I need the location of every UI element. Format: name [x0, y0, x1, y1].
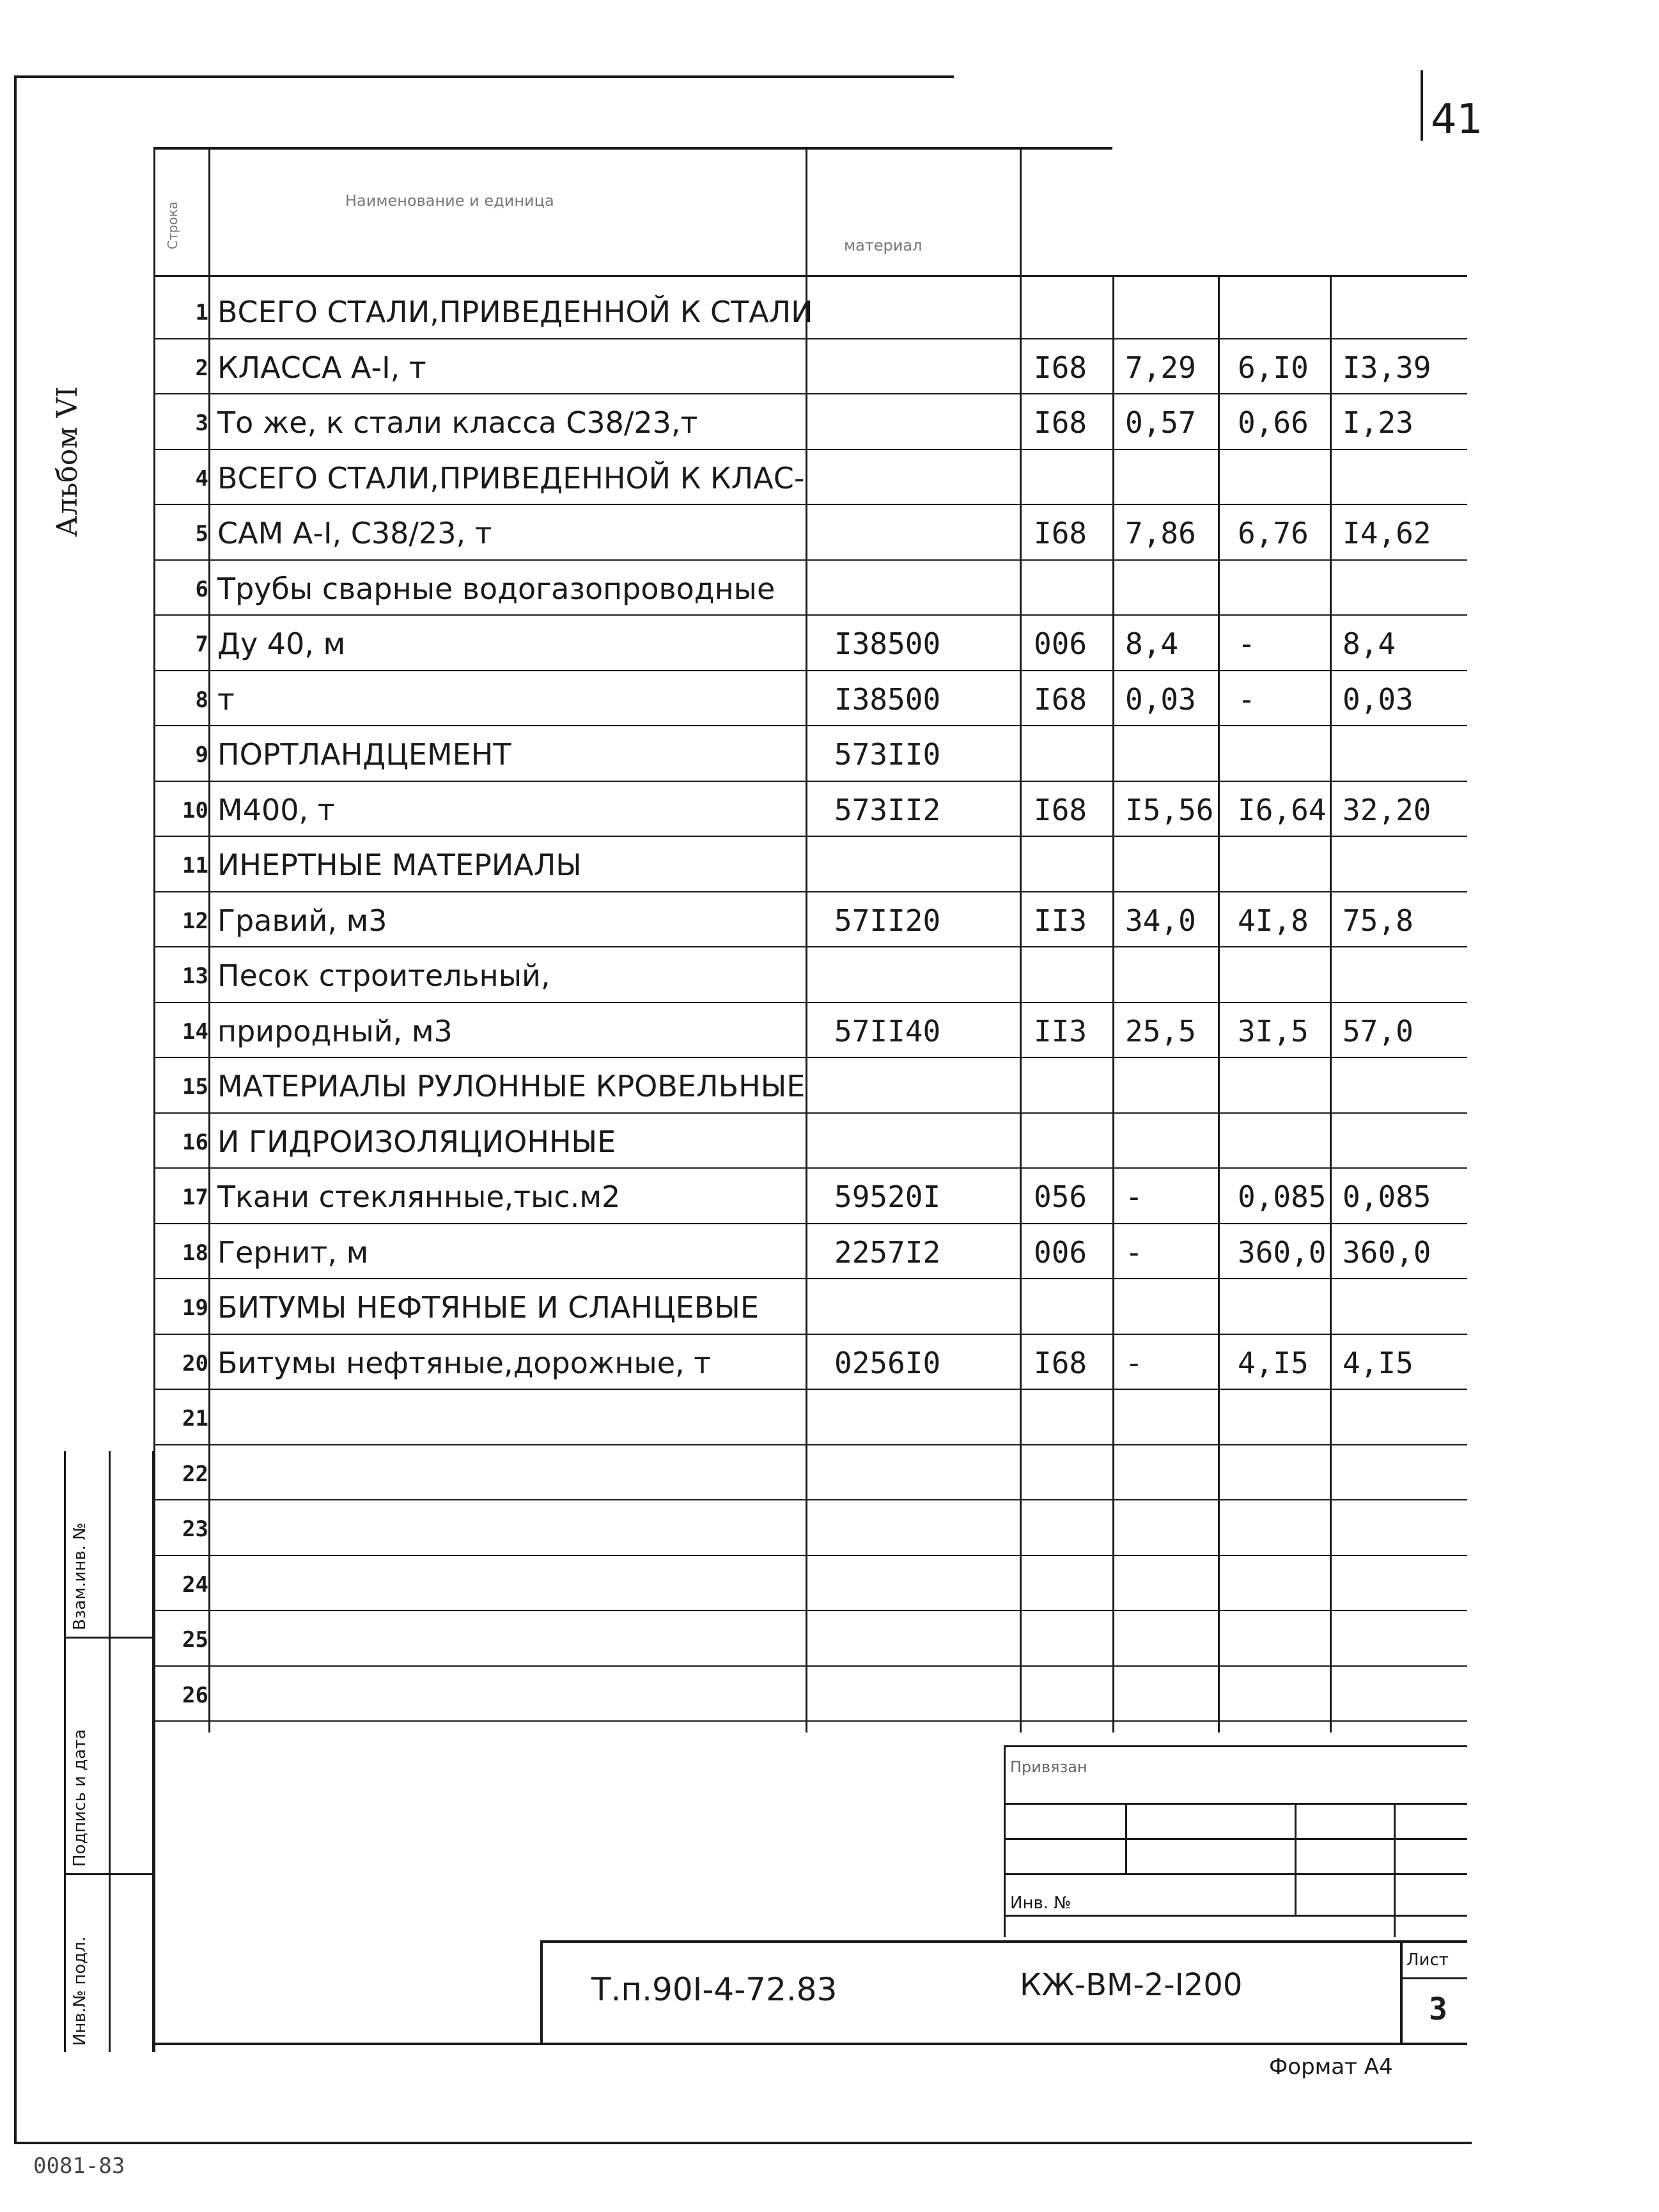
row-number: 15 — [182, 1074, 208, 1100]
row-material-code: 573II2 — [834, 792, 941, 827]
frame-top-line — [14, 75, 954, 78]
row-number: 9 — [195, 742, 208, 768]
row-name: САМ А-I, С38/23, т — [217, 516, 492, 550]
row-number: 25 — [182, 1627, 208, 1653]
frame-bottom-line — [14, 2142, 1472, 2144]
album-label: Альбом VI — [51, 386, 84, 537]
row-divider — [153, 1334, 1467, 1335]
header-top-line — [153, 147, 1112, 150]
row-name: т — [217, 682, 235, 717]
binding-line-1 — [1004, 1803, 1467, 1805]
page-number: 41 — [1431, 96, 1483, 143]
row-divider — [153, 836, 1467, 837]
row-number: 2 — [195, 355, 208, 381]
row-number: 19 — [182, 1295, 208, 1321]
row-total: 4,I5 — [1343, 1345, 1414, 1380]
row-number: 21 — [182, 1406, 208, 1431]
format-label: Формат А4 — [1269, 2054, 1393, 2080]
binding-top — [1004, 1745, 1467, 1747]
row-number: 13 — [182, 963, 208, 989]
side-stamp-line-1 — [64, 1637, 153, 1639]
table-row — [153, 616, 1467, 671]
table-row — [153, 893, 1467, 948]
row-divider — [153, 1555, 1467, 1556]
footer-code: 0081-83 — [33, 2153, 125, 2179]
row-total: 32,20 — [1343, 792, 1431, 827]
table-row — [153, 1004, 1467, 1059]
header-bottom-line — [153, 275, 1467, 277]
document-code: КЖ-ВМ-2-I200 — [1020, 1967, 1243, 2003]
binding-left — [1004, 1745, 1006, 1937]
row-name: То же, к стали класса С38/23,т — [217, 405, 698, 440]
frame-left-line — [14, 77, 17, 2142]
row-divider — [153, 1444, 1467, 1445]
binding-vline-2 — [1295, 1803, 1297, 1915]
row-quantity-1: 7,29 — [1125, 350, 1196, 385]
table-row — [153, 561, 1467, 616]
table-row — [153, 1059, 1467, 1114]
row-number: 24 — [182, 1571, 208, 1598]
row-quantity-2: 4,I5 — [1238, 1345, 1309, 1380]
row-total: 75,8 — [1343, 903, 1414, 938]
stamp-vzam: Взам.инв. № — [70, 1522, 90, 1630]
table-row — [153, 1336, 1467, 1390]
row-divider — [153, 1223, 1467, 1224]
row-total: 0,085 — [1343, 1180, 1431, 1214]
row-divider — [153, 1167, 1467, 1169]
title-top — [540, 1940, 1467, 1943]
row-total: 8,4 — [1343, 627, 1396, 661]
header-name-label: Наименование и единица — [345, 192, 554, 210]
binding-vline-3 — [1394, 1803, 1396, 1937]
row-divider — [153, 725, 1467, 726]
table-row — [153, 1557, 1467, 1612]
row-quantity-2: - — [1238, 627, 1256, 661]
row-unit-code: 056 — [1034, 1180, 1087, 1214]
row-number: 5 — [195, 521, 208, 547]
row-name: МАТЕРИАЛЫ РУЛОННЫЕ КРОВЕЛЬНЫЕ — [217, 1069, 806, 1103]
row-quantity-2: 3I,5 — [1238, 1013, 1309, 1048]
table-row — [153, 727, 1467, 782]
row-divider — [153, 781, 1467, 782]
row-divider — [153, 1112, 1467, 1114]
row-divider — [153, 559, 1467, 561]
row-name: Ткани стеклянные,тыс.м2 — [217, 1180, 621, 1214]
binding-vline-1 — [1125, 1803, 1127, 1873]
row-quantity-1: 0,03 — [1125, 682, 1196, 717]
binding-line-2 — [1004, 1838, 1467, 1840]
row-material-code: 573II0 — [834, 737, 941, 772]
row-divider — [153, 1057, 1467, 1058]
sheet-label: Лист — [1406, 1951, 1449, 1970]
row-name: ИНЕРТНЫЕ МАТЕРИАЛЫ — [217, 848, 582, 882]
row-total: 360,0 — [1343, 1235, 1431, 1270]
row-quantity-1: - — [1125, 1180, 1143, 1214]
row-quantity-2: 0,66 — [1238, 405, 1309, 440]
row-quantity-1: I5,56 — [1125, 792, 1214, 827]
row-name: Гравий, м3 — [217, 903, 387, 938]
title-left — [540, 1940, 543, 2045]
row-name: природный, м3 — [217, 1013, 453, 1048]
row-quantity-1: 0,57 — [1125, 405, 1196, 440]
side-stamp-line-2 — [64, 1873, 153, 1875]
row-material-code: 0256I0 — [834, 1345, 941, 1380]
row-number: 23 — [182, 1516, 208, 1542]
row-material-code: 2257I2 — [834, 1235, 941, 1270]
row-divider — [153, 946, 1467, 947]
row-quantity-1: - — [1125, 1235, 1143, 1270]
side-stamp-divider — [109, 1451, 111, 2052]
table-row — [153, 1390, 1467, 1445]
row-number: 11 — [182, 853, 208, 878]
row-number: 26 — [182, 1682, 208, 1708]
table-row — [153, 1169, 1467, 1224]
title-sheet-hline — [1400, 1977, 1467, 1979]
row-material-code: 57II20 — [834, 903, 941, 938]
row-divider — [153, 614, 1467, 616]
table-row — [153, 672, 1467, 727]
row-unit-code: I68 — [1034, 516, 1087, 550]
row-divider — [153, 338, 1467, 339]
row-number: 3 — [195, 410, 208, 436]
row-quantity-2: 0,085 — [1238, 1180, 1327, 1214]
table-row — [153, 506, 1467, 561]
row-number: 14 — [182, 1018, 208, 1045]
binding-line-4 — [1004, 1915, 1467, 1917]
row-name: ВСЕГО СТАЛИ,ПРИВЕДЕННОЙ К СТАЛИ — [217, 295, 813, 329]
row-divider — [153, 1610, 1467, 1611]
row-name: И ГИДРОИЗОЛЯЦИОННЫЕ — [217, 1124, 616, 1159]
row-quantity-2: 4I,8 — [1238, 903, 1309, 938]
row-quantity-1: 25,5 — [1125, 1013, 1196, 1048]
row-quantity-2: 6,I0 — [1238, 350, 1309, 385]
stamp-inv-podl: Инв.№ подл. — [70, 1936, 90, 2046]
table-row — [153, 1280, 1467, 1335]
row-number: 10 — [182, 797, 208, 823]
row-quantity-1: 8,4 — [1125, 627, 1179, 661]
row-total: 57,0 — [1343, 1013, 1414, 1048]
row-divider — [153, 504, 1467, 505]
header-material-label: материал — [844, 237, 923, 254]
row-number: 6 — [195, 576, 208, 602]
row-name: Битумы нефтяные,дорожные, т — [217, 1345, 712, 1380]
row-name: М400, т — [217, 792, 335, 827]
row-number: 22 — [182, 1461, 208, 1487]
row-quantity-2: - — [1238, 682, 1256, 717]
inv-no-label: Инв. № — [1010, 1894, 1071, 1913]
row-unit-code: I68 — [1034, 405, 1087, 440]
row-divider — [153, 1665, 1467, 1667]
side-stamp — [64, 1451, 153, 2052]
row-number: 8 — [195, 687, 208, 713]
stamp-podpis: Подпись и дата — [70, 1729, 90, 1867]
title-sheet-divider — [1400, 1940, 1403, 2045]
frame-right-tick — [1421, 70, 1423, 141]
table-row — [153, 1446, 1467, 1501]
row-quantity-1: 7,86 — [1125, 516, 1196, 550]
table-row — [153, 1667, 1467, 1722]
row-material-code: I38500 — [834, 627, 941, 661]
table-row — [153, 284, 1467, 339]
row-number: 17 — [182, 1185, 208, 1210]
row-quantity-2: 6,76 — [1238, 516, 1309, 550]
sheet-number: 3 — [1429, 1991, 1447, 2027]
row-total: 0,03 — [1343, 682, 1414, 717]
title-block — [540, 1940, 1467, 2068]
row-name: КЛАССА А-I, т — [217, 350, 426, 385]
row-name: ВСЕГО СТАЛИ,ПРИВЕДЕННОЙ К КЛАС- — [217, 460, 805, 495]
row-divider — [153, 670, 1467, 671]
binding-block — [1004, 1745, 1467, 1937]
row-number: 1 — [195, 300, 208, 325]
row-total: I4,62 — [1343, 516, 1431, 550]
row-quantity-2: I6,64 — [1238, 792, 1327, 827]
table-row — [153, 395, 1467, 450]
row-number: 7 — [195, 632, 208, 657]
row-unit-code: II3 — [1034, 1013, 1087, 1048]
table-row — [153, 451, 1467, 506]
row-unit-code: I68 — [1034, 1345, 1087, 1380]
project-code: Т.п.90I-4-72.83 — [591, 1971, 837, 2008]
row-name: БИТУМЫ НЕФТЯНЫЕ И СЛАНЦЕВЫЕ — [217, 1290, 759, 1325]
row-divider — [153, 393, 1467, 394]
row-divider — [153, 891, 1467, 892]
header-row-label: Строка — [165, 201, 180, 249]
table-row — [153, 837, 1467, 892]
side-stamp-right — [152, 1451, 154, 2052]
row-divider — [153, 1002, 1467, 1003]
row-quantity-1: 34,0 — [1125, 903, 1196, 938]
row-total: I,23 — [1343, 405, 1414, 440]
row-material-code: I38500 — [834, 682, 941, 717]
row-unit-code: I68 — [1034, 792, 1087, 827]
table-row — [153, 1612, 1467, 1667]
row-total: I3,39 — [1343, 350, 1431, 385]
table-row — [153, 948, 1467, 1003]
row-divider — [153, 1720, 1467, 1722]
row-unit-code: 006 — [1034, 627, 1087, 661]
row-name: Трубы сварные водогазопроводные — [217, 571, 775, 606]
row-divider — [153, 1278, 1467, 1279]
row-material-code: 57II40 — [834, 1013, 941, 1048]
side-stamp-left — [64, 1451, 66, 2052]
row-unit-code: II3 — [1034, 903, 1087, 938]
binding-line-3 — [1004, 1873, 1467, 1875]
table-row — [153, 783, 1467, 837]
row-number: 12 — [182, 908, 208, 934]
table-row — [153, 1501, 1467, 1556]
row-name: ПОРТЛАНДЦЕМЕНТ — [217, 737, 511, 772]
sheet-bottom-line — [153, 2043, 1467, 2045]
row-divider — [153, 1389, 1467, 1390]
row-number: 20 — [182, 1350, 208, 1376]
table-row — [153, 340, 1467, 395]
table-row — [153, 1114, 1467, 1169]
row-number: 16 — [182, 1129, 208, 1155]
table-row — [153, 1225, 1467, 1280]
row-number: 18 — [182, 1240, 208, 1266]
row-name: Гернит, м — [217, 1235, 369, 1270]
row-unit-code: 006 — [1034, 1235, 1087, 1270]
row-quantity-1: - — [1125, 1345, 1143, 1380]
row-unit-code: I68 — [1034, 682, 1087, 717]
row-material-code: 59520I — [834, 1180, 941, 1214]
row-name: Песок строительный, — [217, 958, 550, 993]
row-divider — [153, 449, 1467, 450]
row-name: Ду 40, м — [217, 627, 346, 661]
row-number: 4 — [195, 465, 208, 492]
binding-label: Привязан — [1010, 1758, 1087, 1776]
row-divider — [153, 1499, 1467, 1500]
row-unit-code: I68 — [1034, 350, 1087, 385]
row-quantity-2: 360,0 — [1238, 1235, 1327, 1270]
